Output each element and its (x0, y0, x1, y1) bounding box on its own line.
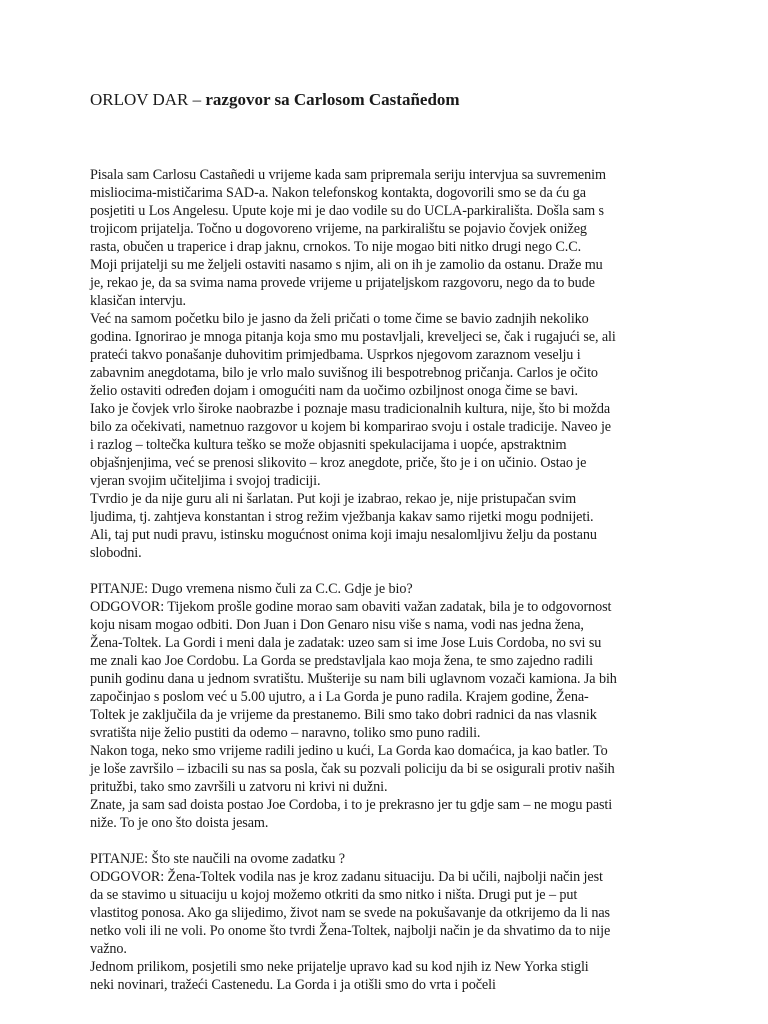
document-title (90, 90, 460, 110)
text-line: niže. To je ono što doista jesam. (90, 815, 269, 831)
text-line: neki novinari, tražeći Castenedu. La Gorda i ja otišli smo do vrta i počeli (90, 977, 496, 993)
text-line: koju nisam mogao odbiti. Don Juan i Don Genaro nisu više s nama, vodi nas jedna žena, (90, 617, 584, 633)
text-line: pritužbi, tako smo završili u zatvoru ni krivi ni dužni. (90, 779, 388, 795)
text-line: Toltek je zaključila da je vrijeme da prestanemo. Bili smo tako dobri radnici da nas vlasnik (90, 707, 597, 723)
text-line: objašnjenjima, već se prenosi slikovito – kroz anegdote, priče, što je i on učinio. Ostao je (90, 455, 587, 471)
text-line: Znate, ja sam sad doista postao Joe Cordoba, i to je prekrasno jer tu gdje sam – ne mogu pasti (90, 797, 613, 813)
text-line: klasičan intervju. (90, 293, 186, 309)
text-line: je, rekao je, da sa svima nama provede vrijeme u prijateljskom razgovoru, nego da to bude (90, 275, 595, 291)
text-line: Jednom prilikom, posjetili smo neke prijatelje upravo kad su kod njih iz New Yorka stigli (90, 959, 589, 975)
text-line: bilo za očekivati, nametnuo razgovor u kojem bi komparirao svoju i ostale tradicije. Naveo je (90, 419, 611, 435)
text-line: Pisala sam Carlosu Castañedi u vrijeme kada sam pripremala seriju intervjua sa suvremenim (90, 167, 606, 183)
text-line: ljudima, tj. zahtjeva konstantan i strog režim vježbanja kakav samo rijetki mogu podnijeti. (90, 509, 594, 525)
text-line: PITANJE: Dugo vremena nismo čuli za C.C. Gdje je bio? (90, 581, 413, 597)
text-line: Već na samom početku bilo je jasno da želi pričati o tome čime se bavio zadnjih nekoliko (90, 311, 589, 327)
text-line: želio ostaviti određen dojam i omogućiti nam da uočimo ozbiljnost onoga čime se bavi. (90, 383, 578, 399)
title-plain: ORLOV DAR – (90, 90, 206, 109)
text-line: Moji prijatelji su me željeli ostaviti nasamo s njim, ali on ih je zamolio da ostanu. Draže mu (90, 257, 603, 273)
text-line: trojicom prijatelja. Točno u dogovoreno vrijeme, na parkiralištu se pojavio čovjek onižeg (90, 221, 587, 237)
text-line: Nakon toga, neko smo vrijeme radili jedino u kući, La Gorda kao domaćica, ja kao batler. To (90, 743, 608, 759)
text-line: godina. Ignorirao je mnoga pitanja koja smo mu postavljali, kreveljeci se, čak i rugajući se, ali (90, 329, 616, 345)
title-bold: razgovor sa Carlosom Castañedom (205, 90, 460, 109)
text-line: vjeran svojim učiteljima i svojoj tradiciji. (90, 473, 321, 489)
text-line: punih godinu dana u jednom svratištu. Mušterije su nam bili uglavnom vozači kamiona. Ja bih (90, 671, 617, 687)
text-line: PITANJE: Što ste naučili na ovome zadatku ? (90, 851, 346, 867)
text-line: rasta, obučen u traperice i drap jaknu, crnokos. To nije mogao biti nitko drugi nego C.C. (90, 239, 582, 255)
text-line: svratišta nije želio pustiti da odemo – naravno, toliko smo puno radili. (90, 725, 481, 741)
text-line: ODGOVOR: Tijekom prošle godine morao sam obaviti važan zadatak, bila je to odgovornost (90, 599, 612, 615)
text-line: Iako je čovjek vrlo široke naobrazbe i poznaje masu tradicionalnih kultura, nije, što bi možda (90, 401, 611, 417)
text-line: važno. (90, 941, 127, 957)
text-line: da se stavimo u situaciju u kojoj možemo otkriti da smo nitko i ništa. Drugi put je – put (90, 887, 578, 903)
text-line: misliocima-mističarima SAD-a. Nakon telefonskog kontakta, dogovorili smo se da ću ga (90, 185, 586, 201)
document-body (90, 166, 690, 994)
paragraph-gap (90, 832, 690, 850)
text-line: me znali kao Joe Cordobu. La Gorda se predstavljala kao moja žena, te smo zajedno radili (90, 653, 593, 669)
text-line: Tvrdio je da nije guru ali ni šarlatan. Put koji je izabrao, rekao je, nije pristupačan svim (90, 491, 577, 507)
text-line: i razlog – toltečka kultura teško se može objasniti spekulacijama i uopće, apstraktnim (90, 437, 567, 453)
text-line: posjetiti u Los Angelesu. Upute koje mi je dao vodile su do UCLA-parkirališta. Došla sam s (90, 203, 604, 219)
text-line: zabavnim anegdotama, bilo je vrlo malo suvišnog ili bespotrebnog pričanja. Carlos je očito (90, 365, 598, 381)
text-line: je loše završilo – izbacili su nas sa posla, čak su pozvali policiju da bi se osigurali protiv naših (90, 761, 615, 777)
text-line: netko voli ili ne voli. Po onome što tvrdi Žena-Toltek, najbolji način je da shvatimo da to nije (90, 923, 611, 939)
text-line: Ali, taj put nudi pravu, istinsku mogućnost onima koji imaju nesalomljivu želju da postanu (90, 527, 597, 543)
paragraph-gap (90, 562, 690, 580)
text-line: prateći takvo ponašanje duhovitim primjedbama. Usprkos njegovom zaraznom veselju i (90, 347, 581, 363)
text-line: Žena-Toltek. La Gordi i meni dala je zadatak: uzeo sam si ime Jose Luis Cordoba, no svi su (90, 635, 602, 651)
text-line: započinjao s poslom već u 5.00 ujutro, a i La Gorda je puno radila. Krajem godine, Žena- (90, 689, 589, 705)
text-line: ODGOVOR: Žena-Toltek vodila nas je kroz zadanu situaciju. Da bi učili, najbolji način jest (90, 869, 603, 885)
text-line: slobodni. (90, 545, 142, 561)
text-line: vlastitog ponosa. Ako ga slijedimo, život nam se svede na pokušavanje da otkrijemo da li nas (90, 905, 610, 921)
